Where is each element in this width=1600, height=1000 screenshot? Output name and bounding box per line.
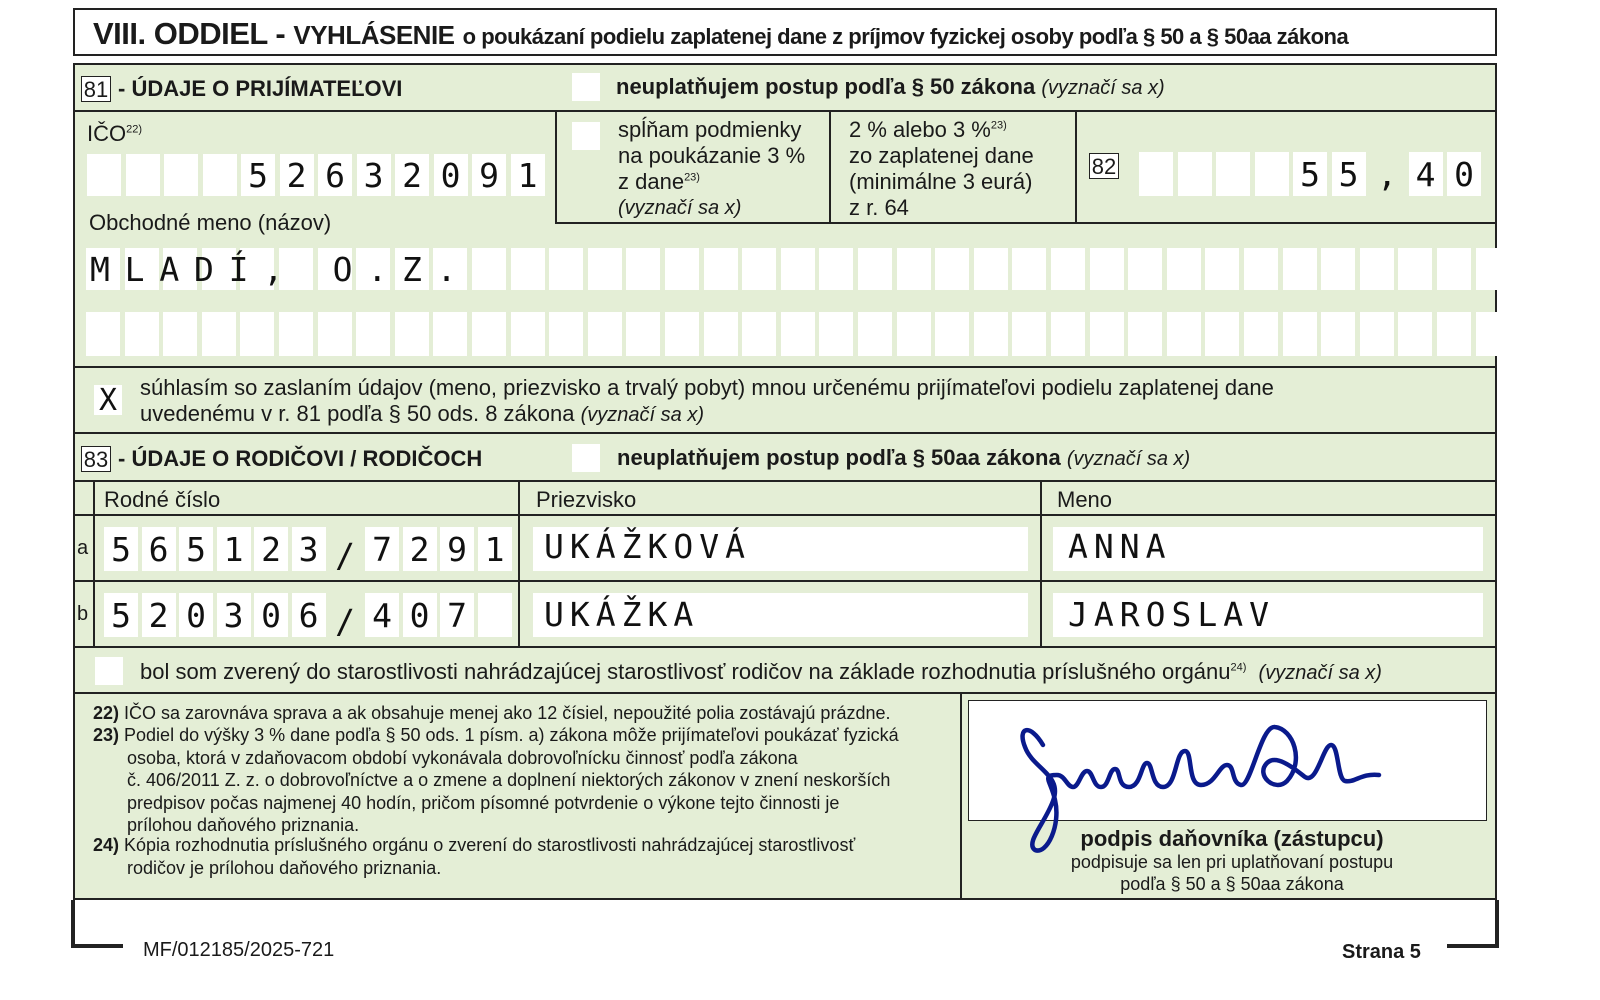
ico-digit-cell: 5 [241,154,275,196]
name-char-cell [86,312,120,356]
birth-digit-cell: 3 [217,593,251,637]
birth-digit-cell: 1 [478,527,512,571]
name-char-cell [1476,312,1510,356]
parents-section-title: - ÚDAJE O RODIČOVI / RODIČOCH [118,446,483,471]
birth-digit-cell: 4 [365,593,399,637]
name-char-cell [202,312,236,356]
name-char-cell [472,312,506,356]
name-char-cell [819,312,853,356]
amount-digit-cell: , [1377,154,1397,194]
name-char-cell [935,248,969,290]
birth-digit-cell: 5 [104,527,138,571]
amount-digit-cell [1139,152,1173,196]
name-char-cell [1437,248,1471,290]
name-char-cell [1090,248,1124,290]
three-percent-label: spĺňam podmienky na poukázanie 3 % z dane$^{23)}$ (vyznačí sa x) [618,117,806,219]
name-char-cell [704,248,738,290]
name-char-cell [1321,312,1355,356]
name-char-cell [1090,312,1124,356]
name-char-cell [163,312,197,356]
name-char-cell [588,248,622,290]
ico-digit-cell [87,154,121,196]
name-char-cell [665,312,699,356]
amount-digit-cell [1216,152,1250,196]
parents-opt-out-checkbox[interactable] [572,444,600,472]
birth-digit-cell: 0 [403,593,437,637]
section-label: VIII. ODDIEL - [93,16,286,51]
name-char-cell [1012,312,1046,356]
name-char-cell [819,248,853,290]
birth-digit-cell: 0 [179,593,213,637]
amount-digit-cell [1255,152,1289,196]
custody-checkbox[interactable] [95,657,123,685]
signature-note: podpisuje sa len pri uplatňovaní postupu podľa § 50 a § 50aa zákona [1070,852,1394,894]
name-char-cell [1398,312,1432,356]
col-name: Meno [1057,487,1113,512]
name-char-cell [1012,248,1046,290]
ico-digit-cell [203,154,237,196]
name-char-cell [240,312,274,356]
birth-digit-cell: 6 [292,593,326,637]
consent-text: súhlasím so zaslaním údajov (meno, priezvisko a trvalý pobyt) mnou určenému prijímateľovi podielu zaplatenej dane uvedenému v r. 81 podľa § 50 ods. 8 zákona (vyznačí sa x) [140,375,1274,426]
ico-digit-cell: 1 [511,154,545,196]
name-char-cell [1244,248,1278,290]
birth-digit-cell: 3 [292,527,326,571]
name-char-cell [742,312,776,356]
name-char-cell [858,248,892,290]
birth-digit-cell: 2 [254,527,288,571]
birth-digit-cell: 7 [440,593,474,637]
birth-digit-cell [478,593,512,637]
name-char-cell [974,312,1008,356]
birth-digit-cell: 0 [254,593,288,637]
custody-text: bol som zverený do starostlivosti nahrádzajúcej starostlivosť rodičov na základe rozhodnutia príslušného orgánu$^{24)}$ (vyznačí sa x) [140,659,1382,684]
birth-number-slash: / [335,601,355,641]
footnote-24: 24) Kópia rozhodnutia príslušného orgánu o zverení do starostlivosti nahrádzajúcej starostlivosť rodičov je prílohou daňového priznania. [93,835,856,878]
name-char-cell [1476,248,1510,290]
amount-digit-cell [1178,152,1212,196]
name-char-cell [279,312,313,356]
page-number: Strana 5 [1342,941,1421,963]
name-char-cell [125,312,159,356]
name-char-cell [1167,312,1201,356]
name-char-cell [1437,312,1471,356]
name-char-cell [1360,312,1394,356]
name-char-cell [781,248,815,290]
name-char-cell [781,312,815,356]
ico-label: IČO$^{22)}$ [87,121,143,146]
birth-digit-cell: 9 [440,527,474,571]
section-title-bold: VYHLÁSENIE [293,20,455,50]
name-char-cell [935,312,969,356]
ico-digit-cell: 2 [395,154,429,196]
footnote-22: 22) IČO sa zarovnáva sprava a ak obsahuje menej ako 12 čísiel, nepoužité polia zostávajú prázdne. [93,703,891,723]
name-char-cell [356,312,390,356]
consent-mark: X [98,382,118,418]
name-char-cell [1244,312,1278,356]
business-name-value: MLADÍ, O.Z. [90,250,472,289]
name-char-cell [897,248,931,290]
name-char-cell [1205,312,1239,356]
name-char-cell [858,312,892,356]
footnote-23: 23) Podiel do výšky 3 % dane podľa § 50 ods. 1 písm. a) zákona môže prijímateľovi poukázať fyzická osoba, ktorá v zdaňovacom období vykonávala dobrovoľnícku činnosť podľa zákona č. 406/2011 Z. z. o dobrovoľníctve a o zmene a doplnení niektorých zákonov v znení neskorších predpisov počas najmenej 40 hodín, pričom písomné potvrdenie o výkone tejto činnosti je prílohou daňového priznania. [93,725,899,835]
name-char-cell [1167,248,1201,290]
birth-digit-cell: 5 [179,527,213,571]
name-char-cell [588,312,622,356]
ico-digit-cell: 3 [357,154,391,196]
name-char-cell [549,312,583,356]
ico-digit-cell [164,154,198,196]
ico-digit-cell: 6 [318,154,352,196]
parent-b-name: JAROSLAV [1068,595,1275,634]
parents-opt-out-label: neuplatňujem postup podľa § 50aa zákona (vyznačí sa x) [617,445,1191,470]
name-char-cell [472,248,506,290]
name-char-cell [626,312,660,356]
name-char-cell [1398,248,1432,290]
field-number-82: 82 [1089,153,1119,179]
ico-digit-cell: 2 [280,154,314,196]
amount-digit-cell: 5 [1332,152,1366,196]
birth-digit-cell: 2 [142,593,176,637]
row-letter-b: b [77,603,89,625]
recipient-opt-out-checkbox[interactable] [572,73,600,101]
name-char-cell [1128,248,1162,290]
three-percent-checkbox[interactable] [572,122,600,150]
parent-b-surname: UKÁŽKA [544,595,700,634]
name-char-cell [665,248,699,290]
name-char-cell [626,248,660,290]
col-surname: Priezvisko [536,487,637,512]
name-char-cell [742,248,776,290]
amount-digit-cell: 0 [1447,152,1481,196]
birth-digit-cell: 5 [104,593,138,637]
name-char-cell [1128,312,1162,356]
birth-digit-cell: 1 [217,527,251,571]
name-char-cell [1283,248,1317,290]
name-char-cell [318,312,352,356]
recipient-opt-out-label: neuplatňujem postup podľa § 50 zákona (vyznačí sa x) [616,74,1165,99]
name-char-cell [974,248,1008,290]
field-number-81: 81 [81,76,111,102]
birth-digit-cell: 6 [142,527,176,571]
signature-label: podpis daňovníka (zástupcu) [1080,826,1384,851]
name-char-cell [511,312,545,356]
name-char-cell [1051,248,1085,290]
row-letter-a: a [77,537,89,559]
name-char-cell [704,312,738,356]
name-char-cell [1051,312,1085,356]
percent-amount-label: 2 % alebo 3 %$^{23)}$ zo zaplatenej dane (minimálne 3 eurá) z r. 64 [849,117,1034,220]
name-char-cell [549,248,583,290]
amount-digit-cell: 5 [1293,152,1327,196]
name-char-cell [1360,248,1394,290]
name-char-cell [897,312,931,356]
name-char-cell [1283,312,1317,356]
ico-digit-cell: 9 [472,154,506,196]
name-char-cell [395,312,429,356]
amount-digit-cell: 4 [1409,152,1443,196]
birth-digit-cell: 7 [365,527,399,571]
name-char-cell [1321,248,1355,290]
section-title: o poukázaní podielu zaplatenej dane z príjmov fyzickej osoby podľa § 50 a § 50aa zákona [462,24,1349,49]
parent-a-name: ANNA [1068,527,1172,566]
birth-number-slash: / [335,535,355,575]
consent-checkbox[interactable] [94,382,122,418]
recipient-section-title: - ÚDAJE O PRIJÍMATEĽOVI [118,76,403,101]
col-birth-number: Rodné číslo [104,487,221,512]
name-char-cell [433,312,467,356]
name-char-cell [1205,248,1239,290]
parent-a-surname: UKÁŽKOVÁ [544,527,751,566]
section-header [73,8,1497,56]
birth-digit-cell: 2 [403,527,437,571]
ico-digit-cell [126,154,160,196]
name-char-cell [511,248,545,290]
field-number-83: 83 [81,446,111,472]
ico-digit-cell: 0 [434,154,468,196]
business-name-label: Obchodné meno (názov) [89,210,332,235]
form-code: MF/012185/2025-721 [143,939,335,961]
